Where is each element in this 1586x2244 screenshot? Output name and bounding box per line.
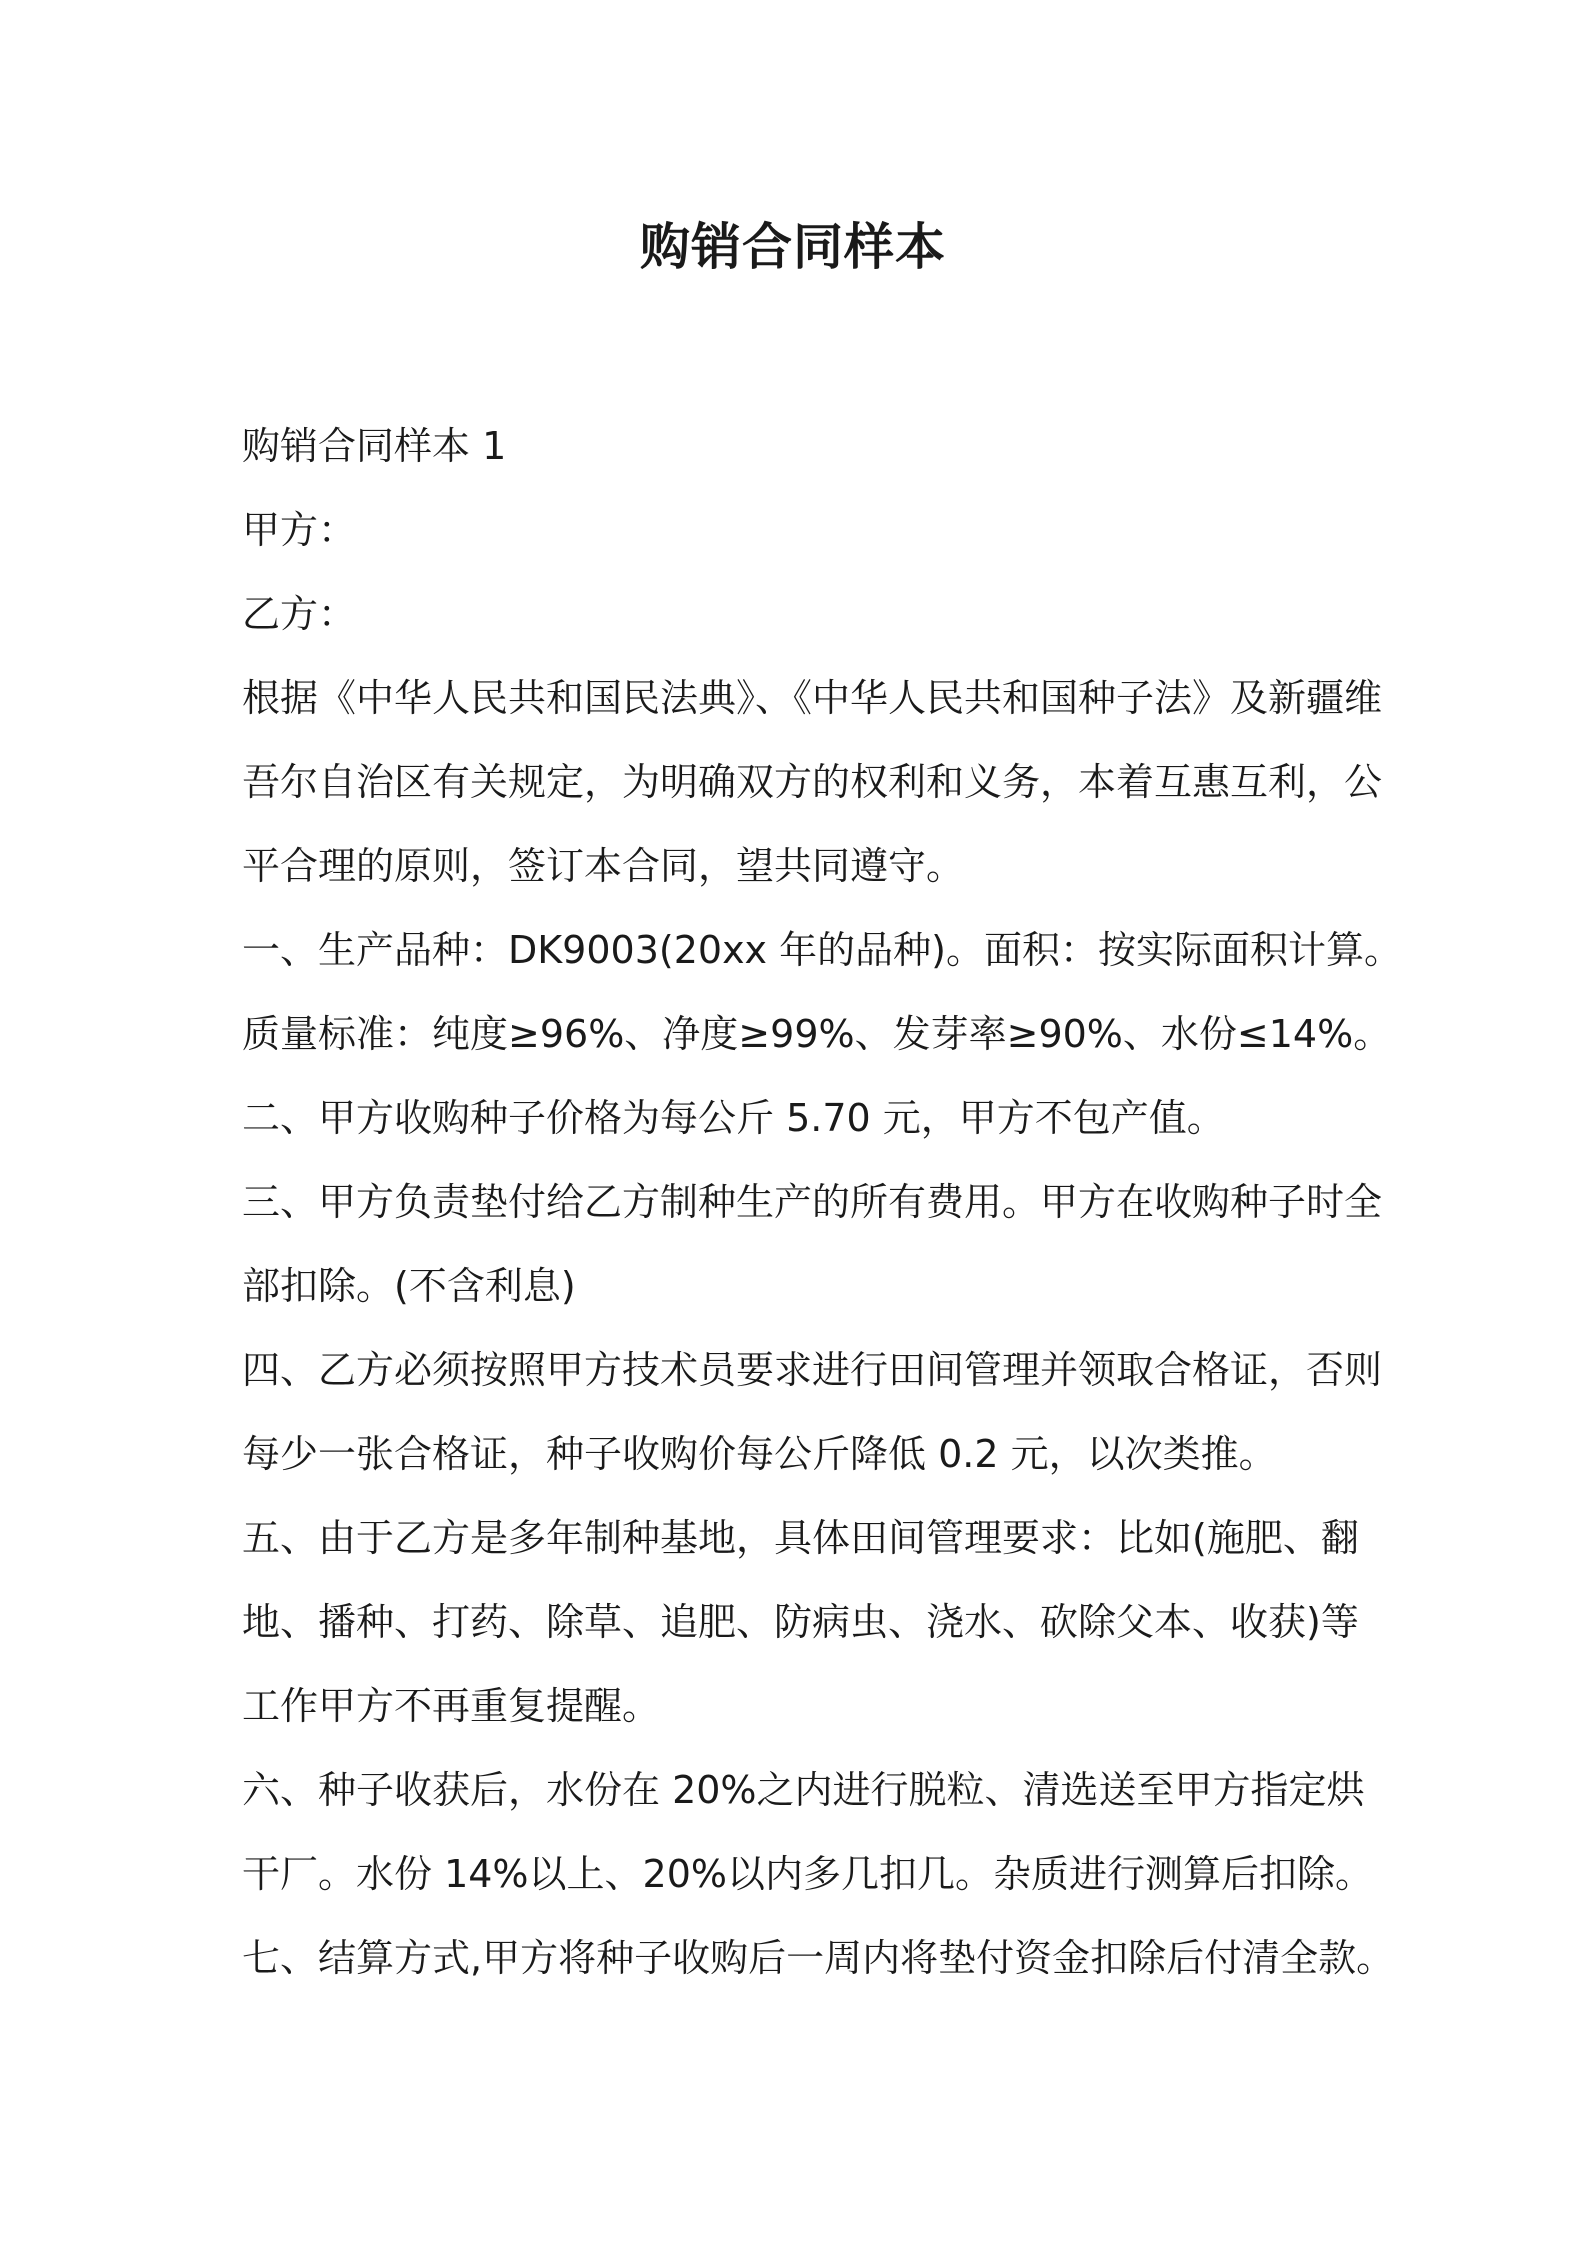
clause-7-line-1: 七、结算方式,甲方将种子收购后一周内将垫付资金扣除后付清全款。 (242, 1936, 1395, 1980)
clause-6-line-1: 六、种子收获后，水份在 20%之内进行脱粒、清选送至甲方指定烘 (242, 1768, 1365, 1812)
contract-subtitle: 购销合同样本 1 (242, 424, 507, 468)
clause-6-line-2: 干厂。水份 14%以上、20%以内多几扣几。杂质进行测算后扣除。 (242, 1852, 1374, 1896)
clause-4-line-1: 四、乙方必须按照甲方技术员要求进行田间管理并领取合格证，否则 (242, 1348, 1383, 1392)
document-title: 购销合同样本 (640, 218, 946, 276)
clause-5-line-2: 地、播种、打药、除草、追肥、防病虫、浇水、砍除父本、收获)等 (242, 1600, 1359, 1644)
clause-3-line-1: 三、甲方负责垫付给乙方制种生产的所有费用。甲方在收购种子时全 (242, 1180, 1383, 1224)
clause-1-line-2: 质量标准：纯度≥96%、净度≥99%、发芽率≥90%、水份≤14%。 (242, 1012, 1392, 1056)
clause-5-line-3: 工作甲方不再重复提醒。 (242, 1684, 661, 1728)
party-b-line: 乙方： (242, 592, 357, 636)
preamble-line-2: 吾尔自治区有关规定，为明确双方的权利和义务，本着互惠互利，公 (242, 760, 1383, 804)
preamble-line-3: 平合理的原则，签订本合同，望共同遵守。 (242, 844, 965, 888)
clause-5-line-1: 五、由于乙方是多年制种基地，具体田间管理要求：比如(施肥、翻 (242, 1516, 1359, 1560)
clause-1-line-1: 一、生产品种：DK9003(20xx 年的品种)。面积：按实际面积计算。 (242, 928, 1402, 972)
clause-2-line-1: 二、甲方收购种子价格为每公斤 5.70 元，甲方不包产值。 (242, 1096, 1225, 1140)
party-a-line: 甲方： (242, 508, 357, 552)
preamble-line-1: 根据《中华人民共和国民法典》、《中华人民共和国种子法》及新疆维 (242, 676, 1383, 720)
document-body (242, 404, 1402, 2000)
clause-4-line-2: 每少一张合格证，种子收购价每公斤降低 0.2 元，以次类推。 (242, 1432, 1277, 1476)
clause-3-line-2: 部扣除。(不含利息) (242, 1264, 576, 1308)
